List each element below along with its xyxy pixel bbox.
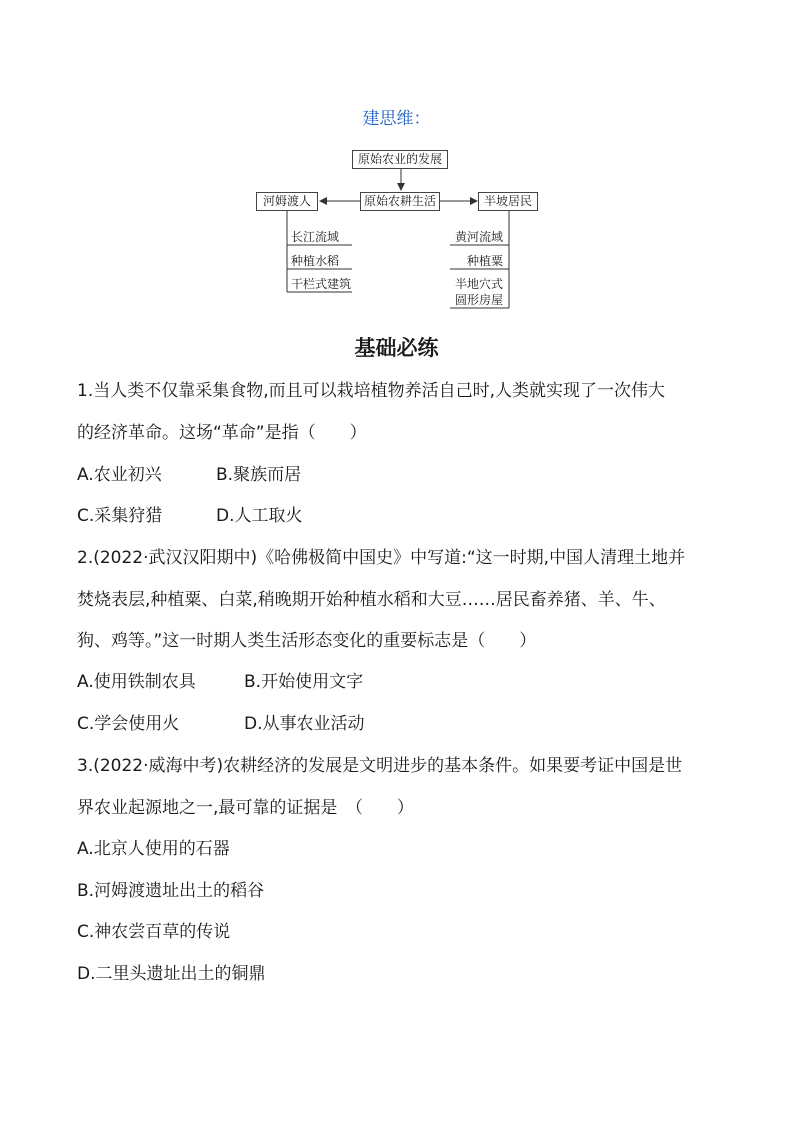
question-3-line-1: 3.(2022·威海中考)农耕经济的发展是文明进步的基本条件。如果要考证中国是世 bbox=[77, 756, 683, 776]
left-item: 干栏式建筑 bbox=[291, 277, 352, 291]
question-3-line-2: 界农业起源地之一,最可靠的证据是 （ ） bbox=[77, 798, 414, 818]
right-item: 圆形房屋 bbox=[455, 293, 504, 307]
diagram-center-node: 原始农耕生活 bbox=[360, 192, 440, 211]
question-3-option-a[interactable]: A.北京人使用的石器 bbox=[77, 839, 230, 859]
question-2-option-c[interactable]: C.学会使用火 bbox=[77, 714, 180, 734]
left-item: 长江流域 bbox=[291, 230, 340, 244]
question-1-option-a[interactable]: A.农业初兴 bbox=[77, 465, 162, 485]
question-3-option-d[interactable]: D.二里头遗址出土的铜鼎 bbox=[77, 964, 266, 984]
diagram-right-node: 半坡居民 bbox=[478, 192, 538, 211]
question-1-option-c[interactable]: C.采集狩猎 bbox=[77, 506, 163, 526]
question-2-option-d[interactable]: D.从事农业活动 bbox=[244, 714, 365, 734]
question-2-line-3: 狗、鸡等。”这一时期人类生活形态变化的重要标志是（ ） bbox=[77, 631, 537, 651]
question-1-line-2: 的经济革命。这场“革命”是指（ ） bbox=[77, 423, 367, 443]
diagram-top-node: 原始农业的发展 bbox=[352, 150, 448, 169]
question-2-line-1: 2.(2022·武汉汉阳期中)《哈佛极简中国史》中写道:“这一时期,中国人清理土地并 bbox=[77, 548, 686, 568]
question-2-option-b[interactable]: B.开始使用文字 bbox=[244, 672, 364, 692]
question-1-option-b[interactable]: B.聚族而居 bbox=[216, 465, 302, 485]
concept-diagram bbox=[0, 0, 793, 320]
left-item: 种植水稻 bbox=[291, 254, 340, 268]
question-2-option-a[interactable]: A.使用铁制农具 bbox=[77, 672, 196, 692]
question-1-line-1: 1.当人类不仅靠采集食物,而且可以栽培植物养活自己时,人类就实现了一次伟大 bbox=[77, 381, 666, 401]
question-3-option-c[interactable]: C.神农尝百草的传说 bbox=[77, 922, 231, 942]
right-item: 种植粟 bbox=[467, 254, 504, 268]
question-2-line-2: 焚烧表层,种植粟、白菜,稍晚期开始种植水稻和大豆……居民畜养猪、羊、牛、 bbox=[77, 590, 666, 610]
question-3-option-b[interactable]: B.河姆渡遗址出土的稻谷 bbox=[77, 881, 265, 901]
question-1-option-d[interactable]: D.人工取火 bbox=[216, 506, 303, 526]
diagram-left-node: 河姆渡人 bbox=[256, 192, 318, 211]
right-item: 半地穴式 bbox=[455, 277, 504, 291]
header-title: 建思维： bbox=[362, 109, 431, 129]
section-title: 基础必练 bbox=[354, 336, 439, 360]
right-item: 黄河流域 bbox=[455, 230, 504, 244]
